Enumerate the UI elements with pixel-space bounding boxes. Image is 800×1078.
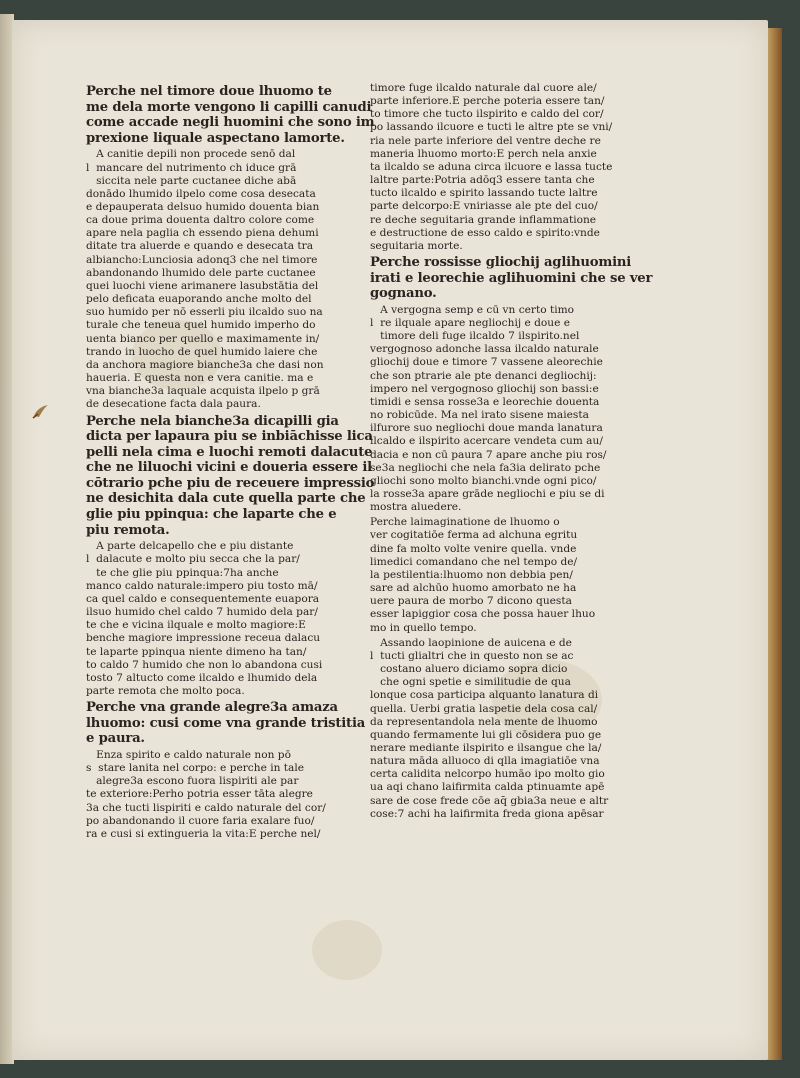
paragraph: Enza spirito e caldo naturale non pō s stare lanita nel corpo: e perche in tale alegre3a escono fuora lispiriti ale par te exteriore:Perho potria esser tāta alegre 3a che tucti lispiriti e caldo naturale del cor/ po abandonando il cuore faria exalare fuo/ ra e cusi si extingueria la vita:E perche nel/ bbox=[86, 748, 326, 840]
chapter-heading: Perche vna grande alegre3a amaza lhuomo: cusi come vna grande tristitia e paura. bbox=[86, 700, 366, 747]
paragraph: A parte delcapello che e piu distante l dalacute e molto piu secca che la par/ te che glie piu ppinqua:7ha anche manco caldo naturale:impero piu tosto mā/ ca quel caldo e consequentemente euapora ilsuo humido chel caldo 7 humido dela par/ te che e vicina ilquale e molto magiore:E benche magiore impressione receua dalacu te laparte ppinqua niente dimeno ha tan/ to caldo 7 humido che non lo abandona cusi tosto 7 altucto come ilcaldo e lhumido dela parte remota che molto poca. bbox=[86, 540, 323, 697]
paragraph: A canitie depili non procede senō dal l mancare del nutrimento ch iduce grā siccita nele parte cuctanee diche abā donādo lhumido ilpelo come cosa desecata e depauperata delsuo humido douenta bian ca doue prima douenta daltro colore come apare nela paglia ch essendo piena dehumi ditate tra aluerde e quando e desecata tra albiancho:Lunciosia adonq3 che nel timore abandonando lhumido dele parte cuctanee quei luochi viene arimanere lasubstātia del pelo deficata euaporando anche molto del suo humido per nō esserli piu ilcaldo suo na turale che teneua quel humido imperho do uenta bianco per quello e maximamente in/ trando in luocho de quel humido laiere che da anchora magiore bianche3a che dasi non haueria. E questa non e vera canitie. ma e vna bianche3a laquale acquista ilpelo p grā de desecatione facta dala paura. bbox=[86, 148, 324, 411]
chapter-heading: Perche rossisse gliochij aglihuomini irati e leorechie aglihuomini che se gognano. bbox=[370, 255, 632, 302]
chapter-heading: Perche nel timore doue lhuomo te me dela morte vengono li capilli canudi come accade negli huomini che sono prexione liquale aspectano lamorte. bbox=[86, 84, 372, 146]
right-text-column bbox=[370, 82, 632, 821]
paragraph: Assando laopinione de auicena e de l tucti glialtri che in questo non se ac costano aluero diciamo sopra dicio che ogni spetie e similitudie de qua lonque cosa participa alquanto lanatura di quella. Uerbi gratia laspetie dela cosa cal/ da representandola nela mente de lhuomo quando fermamente lui gli cōsidera puo ge nerare mediante ilspirito e ilsangue che la/ natura māda alluoco di qlla imagiatiōe vna certa calidita nelcorpo humāo ipo molto gio ua aqi chano laifirmita calda ptinuamte apē sare de cose frede cōe aq̄ gbia3a neue e altr cose:7 achi ha laifirmita freda giona apēsar bbox=[370, 636, 609, 820]
chapter-heading: Perche laimaginatione de lhuomo o ver cogitatiōe ferma ad alchuna egritu dine fa molto volte venire quella. vnde limedici comandano che nel tempo de/ la pestilentia:lhuomo non debbia pen/ sare ad alchūo huomo amorbato ne ha uere paura de morbo 7 dicono questa esser lapiggior cosa che possa hauer lhuo mo in quello tempo. bbox=[370, 516, 596, 634]
paragraph: timore fuge ilcaldo naturale dal cuore ale/ parte inferiore.E perche poteria essere tan/ to timore che tucto ilspirito e caldo del cor/ po lassando ilcuore e tucti le altre pte se vni/ ria nele parte inferiore del ventre deche re maneria lhuomo morto:E perch nela anxie ta ilcaldo se aduna circa ilcuore e lassa tucte laltre parte:Potria adōq3 essere tanta che tucto ilcaldo e spirito lassando tucte laltre parte delcorpo:E vniriasse ale pte del cuo/ re deche seguitaria grande inflammatione e destructione de esso caldo e spirito:vnde seguitaria morte. bbox=[370, 82, 613, 252]
chapter-heading: Perche nela bianche3a dicapilli gia dicta per lapaura piu se inbiāchisse pelli nela cima e luochi remoti dalacute che ne liluochi vicini e doueria essere cōtrario pche piu de receuere impressio ne desichita dala cute quella parte glie piu ppinqua: che laparte che e piu remota. bbox=[86, 413, 375, 538]
paragraph: A vergogna semp e cū vn certo timo l re ilquale apare negliochij e doue e timore deli fuge ilcaldo 7 ilspirito.nel vergognoso adonche lassa ilcaldo naturale gliochij doue e timore 7 vassene aleorechie che son ptrarie ale pte denanci degliochij: impero nel vergognoso gliochij son bassi:e timidi e sensa rosse3a e leorechie douenta no robicūde. Ma nel irato sisene maiesta ilfurore suo negliochi doue manda lanatura ilcaldo e ilspirito acercare vendeta cum au/ dacia e non cū paura 7 apare anche piu ros/ se3a negliochi che nela fa3ia delirato pche gliochi sono molto bianchi.vnde ogni pico/ la rosse3a apare grāde negliochi e piu se di mostra aluedere. bbox=[370, 303, 607, 514]
ink-stain-mark bbox=[30, 400, 52, 422]
left-text-column bbox=[86, 82, 375, 841]
